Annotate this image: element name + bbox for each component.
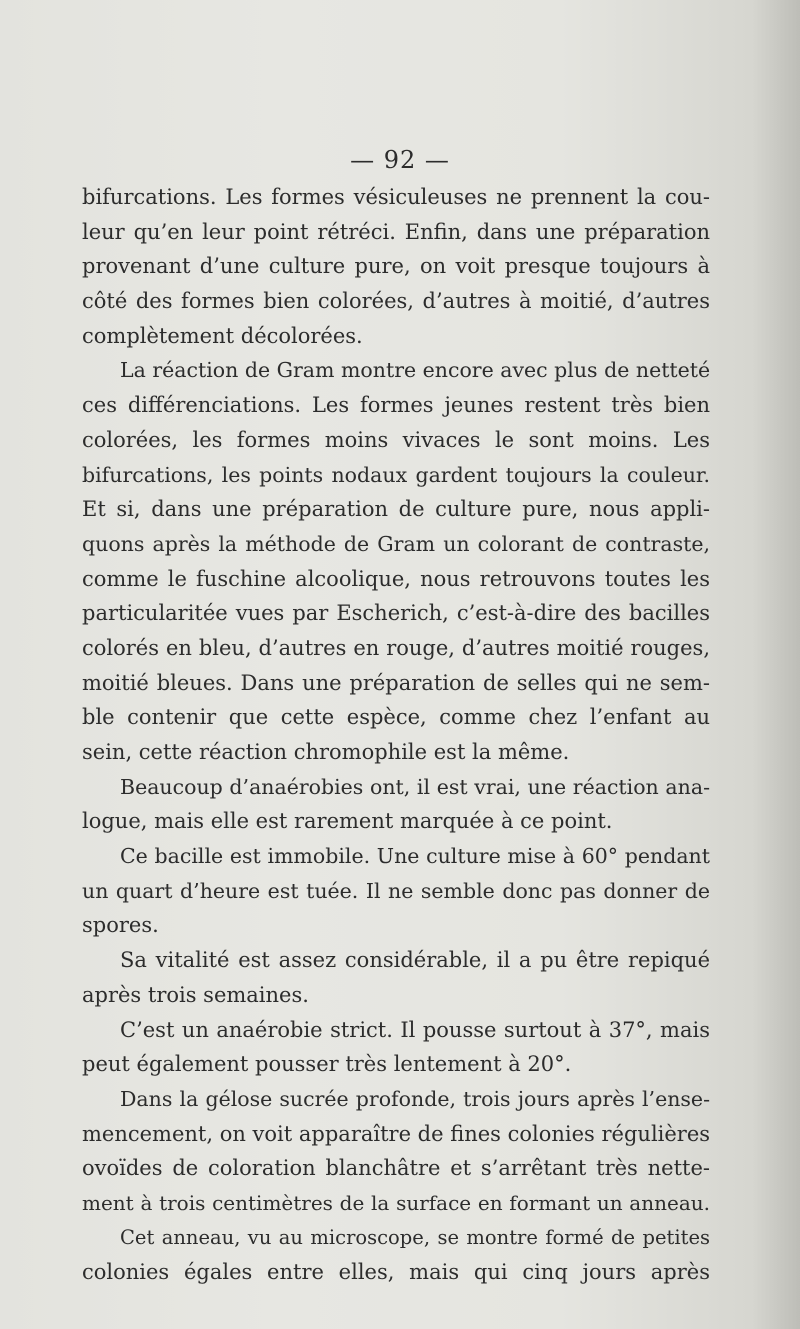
text-line: Beaucoup d’anaérobies ont, il est vrai, une réaction ana- [120,774,710,799]
text-line: leur qu’en leur point rétréci. Enfin, dans une préparation [82,219,710,244]
text-line: Dans la gélose sucrée profonde, trois jours après l’ense- [120,1086,710,1111]
text-line: Et si, dans une préparation de culture pure, nous appli- [82,497,710,522]
text-line: ment à trois centimètres de la surface en formant un anneau. [82,1190,710,1215]
text-line: C’est un anaérobie strict. Il pousse surtout à 37°, mais [120,1017,710,1042]
text-line: Sa vitalité est assez considérable, il a pu être repiqué [120,948,710,973]
text-line: Cet anneau, vu au microscope, se montre formé de petites [120,1225,710,1249]
text-line: comme le fuschine alcoolique, nous retrouvons toutes les [82,566,710,591]
text-line: peut également pousser très lentement à 20°. [82,1052,572,1077]
body-text [82,180,710,1290]
text-line: sein, cette réaction chromophile est la même. [82,740,570,764]
text-line: mencement, on voit apparaître de fines colonies régulières [82,1121,711,1146]
text-line: un quart d’heure est tuée. Il ne semble donc pas donner de [82,878,710,903]
text-line: après trois semaines. [82,982,309,1007]
text-line: moitié bleues. Dans une préparation de selles qui ne sem- [82,670,710,695]
text-line: colonies égales entre elles, mais qui cinq jours après [82,1260,710,1285]
text-line: Ce bacille est immobile. Une culture mise à 60° pendant [120,844,710,869]
text-line: ble contenir que cette espèce, comme chez l’enfant au [82,705,710,730]
text-line: colorés en bleu, d’autres en rouge, d’autres moitié rouges, [82,635,710,660]
text-line: bifurcations. Les formes vésiculeuses ne prennent la cou- [82,185,710,209]
text-line: particularitée vues par Escherich, c’est-à-dire des bacilles [82,601,710,626]
text-line: bifurcations, les points nodaux gardent toujours la couleur. [82,462,710,487]
text-line: spores. [82,913,159,938]
text-line: La réaction de Gram montre encore avec plus de netteté [120,358,711,383]
text-line: colorées, les formes moins vivaces le sont moins. Les [82,427,710,452]
text-line: côté des formes bien colorées, d’autres à moitié, d’autres [82,289,710,314]
text-line: provenant d’une culture pure, on voit presque toujours à [82,254,710,279]
text-line: ces différenciations. Les formes jeunes restent très bien [82,393,710,418]
text-line: complètement décolorées. [82,323,363,348]
text-line: logue, mais elle est rarement marquée à ce point. [82,809,613,834]
page-number: — 92 — [350,146,450,174]
text-line: quons après la méthode de Gram un colorant de contraste, [82,531,710,556]
text-line: ovoïdes de coloration blanchâtre et s’arrêtant très nette- [82,1156,710,1181]
